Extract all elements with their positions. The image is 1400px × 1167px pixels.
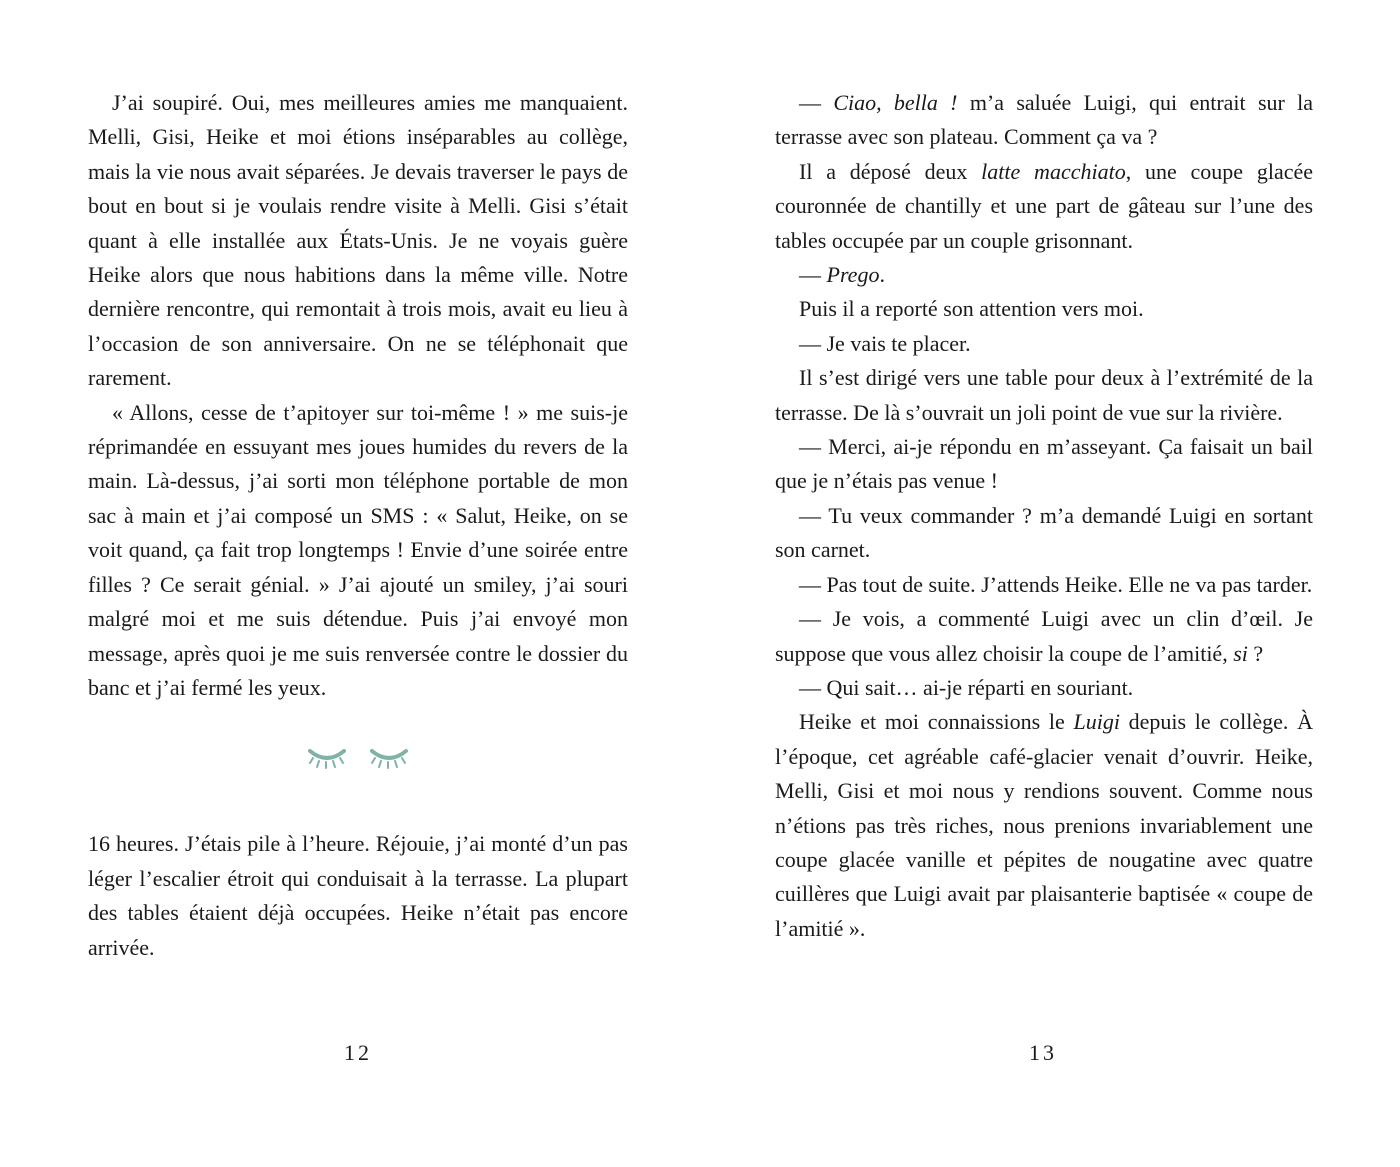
paragraph: Il s’est dirigé vers une table pour deux à l’extrémité de la terrasse. De là s’ouvrait un joli point de vue sur la rivière. [775,365,1313,425]
closed-eyes-icon [88,727,628,789]
closed-eye-right-icon [368,745,410,771]
paragraph: — Pas tout de suite. J’attends Heike. Elle ne va pas tarder. [799,571,1313,597]
paragraph: — Qui sait… ai-je réparti en souriant. [799,674,1134,700]
paragraph: — Prego. [799,262,885,288]
page-number: 13 [1029,1040,1057,1065]
right-page [775,86,1313,946]
paragraph: — Je vais te placer. [799,330,971,356]
paragraph: Il a déposé deux latte macchiato, une coupe glacée couronnée de chantilly et une part de gâteau sur l’une des tables occupée par un couple grisonnant. [775,158,1313,253]
paragraph: — Ciao, bella ! m’a saluée Luigi, qui entrait sur la terrasse avec son plateau. Comment ça va ? [775,90,1314,150]
paragraph: — Je vois, a commenté Luigi avec un clin d’œil. Je suppose que vous allez choisir la coupe de l’amitié, si ? [775,606,1313,666]
paragraph: 16 heures. J’étais pile à l’heure. Réjouie, j’ai monté d’un pas léger l’escalier étroit qui conduisait à la terrasse. La plupart des tables étaient déjà occupées. Heike n’était pas encore arrivée. [88,831,628,960]
paragraph: J’ai soupiré. Oui, mes meilleures amies me manquaient. Melli, Gisi, Heike et moi étions inséparables au collège, mais la vie nous avait séparées. Je devais traverser le pays de bout en bout si je voulais rendre visite à Melli. Gisi s’était quant à elle installée aux États-Unis. Je ne voyais guère Heike alors que nous habitions dans la même ville. Notre dernière rencontre, qui remontait à trois mois, avait eu lieu à l’occasion de son anniversaire. On ne se téléphonait que rarement. [88,90,628,391]
closed-eye-left-icon [306,745,348,771]
page-number: 12 [344,1040,372,1065]
paragraph: Puis il a reporté son attention vers moi. [799,296,1144,322]
paragraph: — Merci, ai-je répondu en m’asseyant. Ça faisait un bail que je n’étais pas venue ! [775,434,1313,494]
left-page [88,86,628,965]
paragraph: — Tu veux commander ? m’a demandé Luigi en sortant son carnet. [775,502,1313,563]
paragraph: Heike et moi connaissions le Luigi depuis le collège. À l’époque, cet agréable café-glacier venait d’ouvrir. Heike, Melli, Gisi et moi nous y rendions souvent. Comme nous n’étions pas très riches, nous prenions invariablement une coupe glacée vanille et pépites de nougatine avec quatre cuillères que Luigi avait par plaisanterie baptisée « coupe de l’amitié ». [775,709,1313,941]
paragraph: « Allons, cesse de t’apitoyer sur toi-même ! » me suis-je réprimandée en essuyant mes joues humides du revers de la main. Là-dessus, j’ai sorti mon téléphone portable de mon sac à main et j’ai composé un SMS : « Salut, Heike, on se voit quand, ça fait trop longtemps ! Envie d’une soirée entre filles ? Ce serait génial. » J’ai ajouté un smiley, j’ai souri malgré moi et me suis détendue. Puis j’ai envoyé mon message, après quoi je me suis renversée contre le dossier du banc et j’ai fermé les yeux. [88,399,628,700]
